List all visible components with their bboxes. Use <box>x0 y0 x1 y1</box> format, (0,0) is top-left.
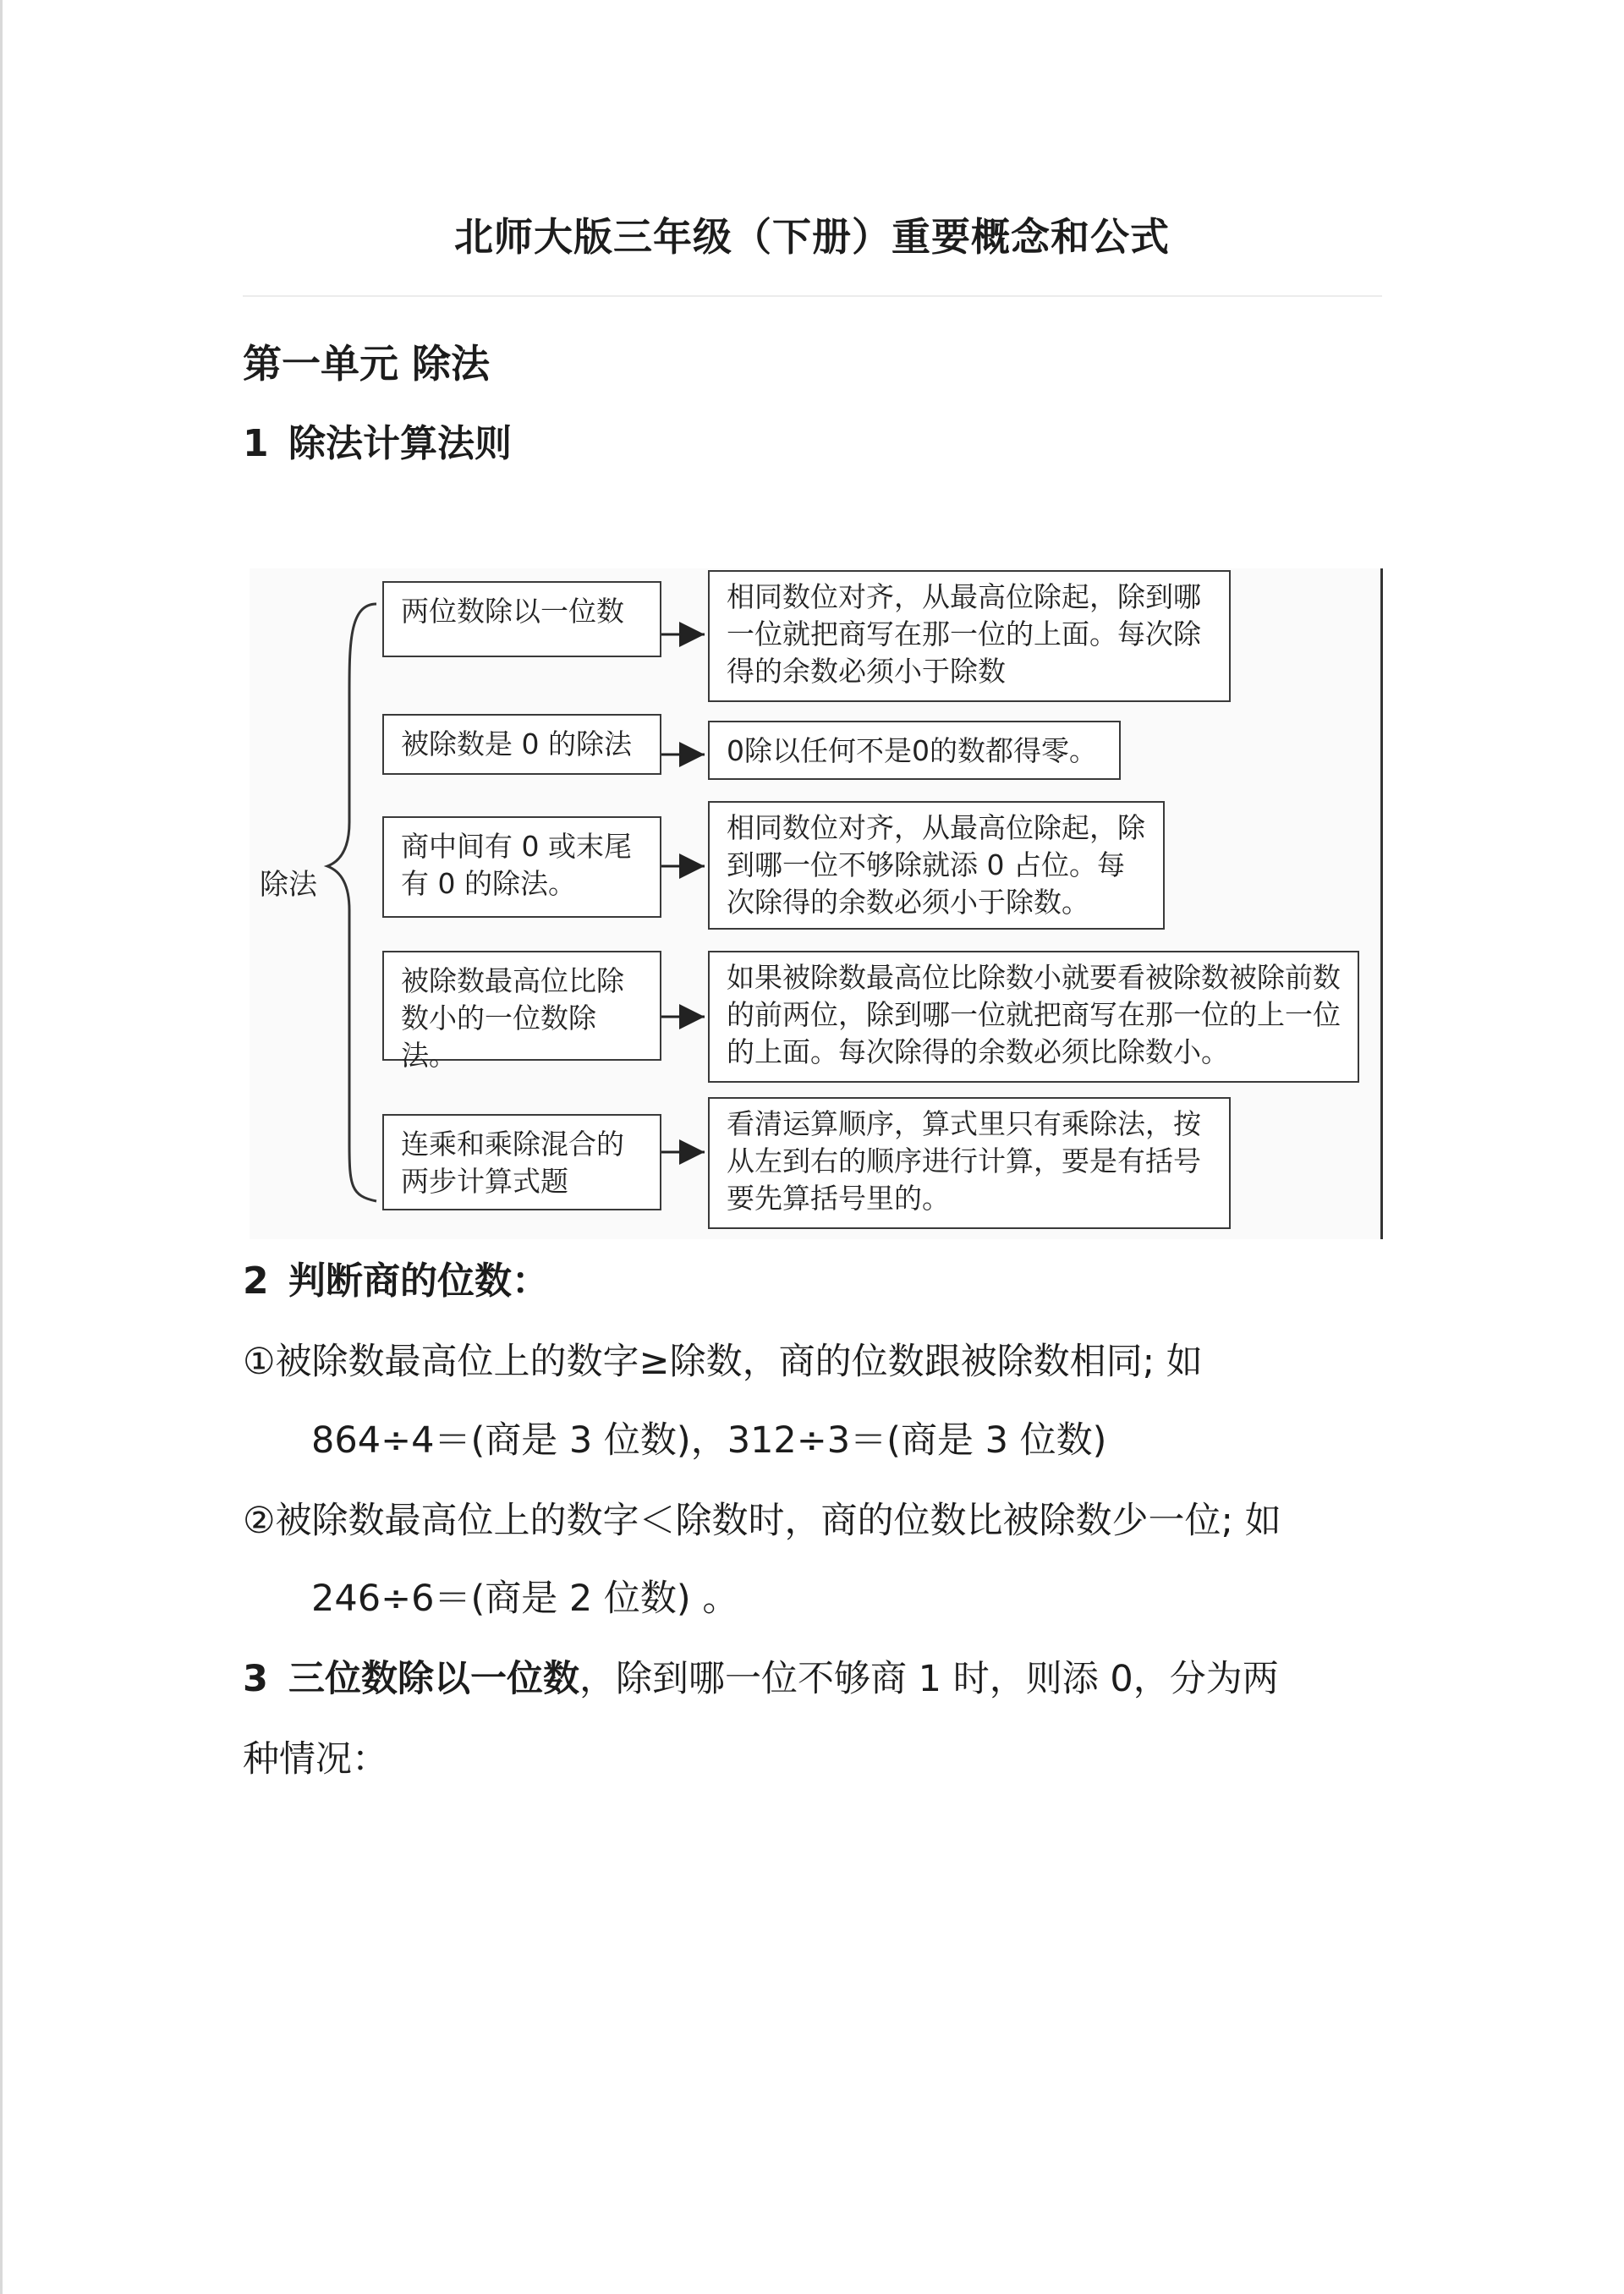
section-title: 除法计算法则 <box>288 422 512 465</box>
title-divider <box>243 295 1382 297</box>
section-1-heading <box>243 419 512 469</box>
section-title: 三位数除以一位数 <box>288 1658 579 1700</box>
diagram-right-edge <box>1380 568 1383 1239</box>
section-title: 判断商的位数： <box>288 1260 549 1303</box>
section-number: 1 <box>243 422 269 465</box>
rule-1-example: 864÷4＝(商是 3 位数)，312÷3＝(商是 3 位数) <box>311 1419 1107 1462</box>
section-3-text: ，除到哪一位不够商 1 时，则添 0，分为两 <box>579 1658 1279 1700</box>
rule-2-example: 246÷6＝(商是 2 位数) 。 <box>311 1578 739 1620</box>
unit-heading: 第一单元 除法 <box>243 341 491 387</box>
rule-description-box: 相同数位对齐，从最高位除起，除到哪一位就把商写在那一位的上面。每次除得的余数必须小于除数 <box>708 570 1231 702</box>
section-2-heading <box>243 1256 549 1307</box>
rule-case-box: 被除数是 0 的除法 <box>382 714 661 775</box>
document-title: 北师大版三年级（下册）重要概念和公式 <box>454 214 1170 260</box>
division-rules-diagram <box>250 568 1383 1239</box>
rule-1-text: ①被除数最高位上的数字≥除数，商的位数跟被除数相同; 如 <box>243 1341 1203 1383</box>
rule-description-box: 相同数位对齐，从最高位除起，除到哪一位不够除就添 0 占位。每次除得的余数必须小于除数。 <box>708 801 1165 930</box>
section-3-continuation: 种情况： <box>243 1738 388 1781</box>
rule-case-box: 连乘和乘除混合的两步计算式题 <box>382 1114 661 1210</box>
rule-description-box: 看清运算顺序，算式里只有乘除法，按从左到右的顺序进行计算，要是有括号要先算括号里的。 <box>708 1097 1231 1229</box>
rule-case-box: 被除数最高位比除数小的一位数除法。 <box>382 951 661 1061</box>
section-3-paragraph <box>243 1654 1279 1704</box>
rule-description-box: 如果被除数最高位比除数小就要看被除数被除前数的前两位，除到哪一位就把商写在那一位的上一位的上面。每次除得的余数必须比除数小。 <box>708 951 1359 1083</box>
section-number: 2 <box>243 1260 269 1303</box>
section-number: 3 <box>243 1658 268 1700</box>
rule-2-text: ②被除数最高位上的数字＜除数时，商的位数比被除数少一位; 如 <box>243 1500 1281 1542</box>
rule-case-box: 两位数除以一位数 <box>382 581 661 657</box>
diagram-root-label: 除法 <box>260 868 317 902</box>
rule-case-box: 商中间有 0 或末尾有 0 的除法。 <box>382 816 661 918</box>
rule-description-box: 0除以任何不是0的数都得零。 <box>708 721 1121 780</box>
brace-shape <box>327 604 376 1201</box>
page-edge <box>0 0 3 2294</box>
